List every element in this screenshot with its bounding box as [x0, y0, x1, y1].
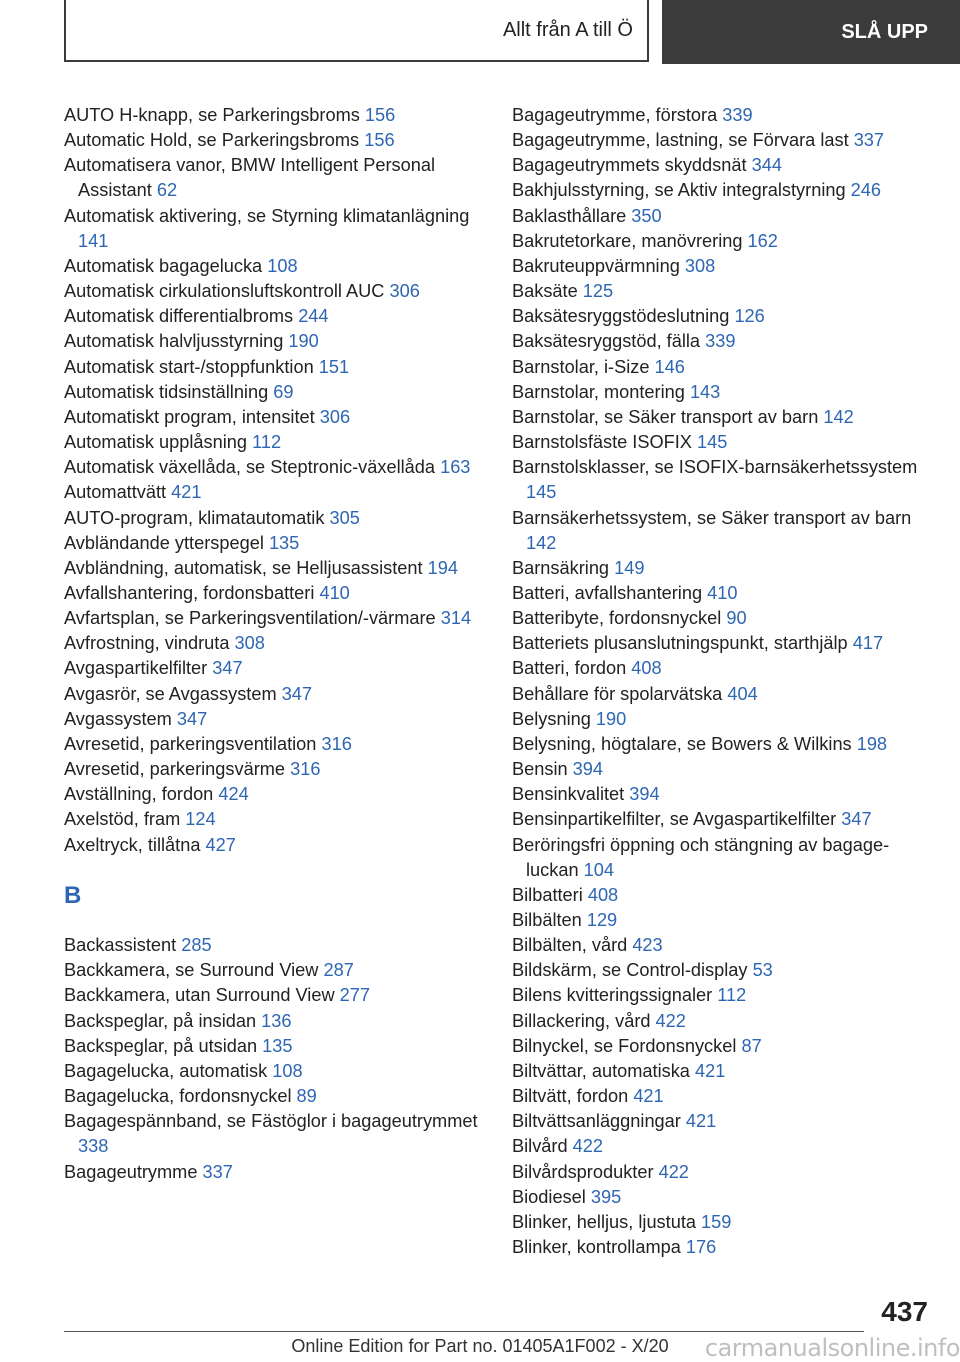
index-term: Bagageutrymmets skyddsnät	[512, 155, 752, 176]
page-reference-link[interactable]: 108	[267, 255, 298, 276]
index-entry	[512, 329, 926, 354]
page-reference-link[interactable]: 89	[296, 1086, 317, 1107]
index-term: Avbländning, automatisk, se Helljusassistent	[64, 557, 428, 578]
page-reference-link[interactable]: 316	[290, 759, 321, 780]
index-entry	[512, 883, 926, 908]
index-term: Automatic Hold, se Parkeringsbroms	[64, 130, 365, 151]
index-term: Bensin	[512, 759, 573, 780]
index-entry	[64, 531, 488, 556]
index-entry	[64, 933, 488, 958]
index-term: Billackering, vård	[512, 1010, 656, 1031]
index-list-a	[64, 103, 484, 858]
page-reference-link[interactable]: 176	[685, 1237, 717, 1258]
index-entry	[512, 933, 926, 958]
index-entry	[512, 958, 926, 983]
index-term: Automatiskt program, intensitet	[64, 406, 320, 427]
index-term: Batteri, fordon	[512, 658, 632, 679]
index-term: Barnsäkerhetssystem, se Säker transport av barn	[512, 507, 912, 528]
index-term: Automatisk tidsinställning	[64, 381, 274, 402]
page-reference-link[interactable]: 129	[586, 910, 618, 930]
index-term: Bagageutrymme	[64, 1161, 203, 1182]
index-term: Automatisk upplåsning	[64, 432, 253, 453]
index-entry	[512, 1134, 926, 1159]
index-entry	[64, 405, 488, 430]
index-entry	[512, 1034, 926, 1059]
index-entry	[512, 833, 926, 883]
page-reference-link[interactable]: 423	[632, 935, 663, 956]
index-term: Axeltryck, tillåtna	[64, 834, 206, 855]
page-reference-link[interactable]: 136	[261, 1010, 292, 1031]
index-term: Avgasrör, se Avgassystem	[64, 683, 282, 704]
index-entry	[64, 833, 488, 858]
index-entry	[512, 455, 926, 505]
page-reference-link[interactable]: 194	[427, 557, 458, 578]
page-reference-link[interactable]: 149	[614, 557, 645, 578]
page-reference-link[interactable]: 422	[572, 1136, 604, 1157]
page-reference-link[interactable]: 145	[526, 482, 557, 503]
page-reference-link[interactable]: 408	[587, 884, 619, 905]
index-entry	[64, 430, 488, 455]
index-term: Bilnyckel, se Fordonsnyckel	[512, 1035, 742, 1056]
index-entry	[512, 1009, 926, 1034]
index-term: Bilens kvitteringssignaler	[512, 985, 718, 1006]
page-reference-link[interactable]: 350	[631, 205, 662, 226]
page-reference-link[interactable]: 306	[389, 281, 420, 302]
index-term: Baksätesryggstöd, fälla	[512, 331, 706, 352]
index-entry	[512, 707, 926, 732]
index-entry	[512, 732, 926, 757]
index-term: Barnstolar, i-Size	[512, 356, 655, 377]
index-entry	[512, 304, 926, 329]
page-reference-link[interactable]: 347	[281, 683, 313, 704]
index-entry	[64, 128, 488, 153]
az-nav-label: Allt från A till Ö	[502, 18, 633, 41]
index-term: Avgaspartikelfilter	[64, 658, 213, 679]
page-reference-link[interactable]: 159	[701, 1211, 732, 1232]
index-term: Biodiesel	[512, 1186, 591, 1207]
index-entry	[64, 103, 488, 128]
index-entry	[512, 556, 926, 581]
page-reference-link[interactable]: 163	[440, 457, 471, 478]
index-entry	[64, 631, 488, 656]
index-entry	[64, 279, 488, 304]
index-entry	[64, 1059, 488, 1084]
index-term: Blinker, helljus, ljustuta	[512, 1211, 702, 1232]
index-entry	[64, 807, 488, 832]
index-entry	[64, 204, 488, 254]
index-entry	[64, 682, 488, 707]
edition-footer: Online Edition for Part no. 01405A1F002 - X/20	[291, 1336, 669, 1356]
page-reference-link[interactable]: 404	[727, 683, 758, 704]
page-reference-link[interactable]: 410	[707, 582, 738, 603]
page-reference-link[interactable]: 87	[741, 1035, 762, 1056]
index-term: Automatisk differentialbroms	[64, 306, 299, 327]
index-term: Batteriets plusanslutningspunkt, starthjälp	[512, 633, 853, 654]
index-entry	[64, 455, 488, 480]
index-term: Avfartsplan, se Parkeringsventilation/-värmare	[64, 608, 441, 629]
page-reference-link[interactable]: 162	[747, 230, 778, 251]
index-entry	[512, 430, 926, 455]
index-entry	[64, 1109, 488, 1159]
index-column-right	[512, 103, 917, 1260]
page-reference-link[interactable]: 316	[321, 733, 352, 754]
index-entry	[64, 581, 488, 606]
index-term: Bildskärm, se Control-display	[512, 960, 753, 981]
az-nav-tab[interactable]	[64, 0, 649, 62]
page-reference-link[interactable]: 126	[734, 306, 765, 327]
index-term: Avställning, fordon	[64, 784, 219, 805]
page-reference-link[interactable]: 308	[684, 255, 716, 276]
footer-divider	[64, 1331, 864, 1332]
index-term: Beröringsfri öppning och stängning av bagageluckan	[512, 834, 890, 880]
page-reference-link[interactable]: 69	[273, 381, 294, 402]
index-term: Backkamera, se Surround View	[64, 960, 324, 981]
page-reference-link[interactable]: 112	[252, 432, 282, 453]
index-entry	[512, 1185, 926, 1210]
page-reference-link[interactable]: 285	[181, 935, 212, 956]
watermark: carmanualsonline.info	[704, 1334, 960, 1362]
index-entry	[64, 254, 488, 279]
page-reference-link[interactable]: 151	[318, 356, 350, 377]
index-entry	[512, 153, 926, 178]
page-reference-link[interactable]: 394	[629, 784, 660, 805]
index-entry	[512, 908, 926, 933]
index-entry	[64, 606, 488, 631]
page-reference-link[interactable]: 108	[272, 1060, 303, 1081]
page-reference-link[interactable]: 135	[262, 1035, 293, 1056]
page-reference-link[interactable]: 421	[633, 1086, 664, 1107]
index-term: Avgassystem	[64, 708, 177, 729]
index-entry	[64, 1084, 488, 1109]
page-reference-link[interactable]: 421	[685, 1111, 717, 1132]
page-reference-link[interactable]: 422	[658, 1161, 689, 1182]
index-entry	[512, 380, 926, 405]
page-reference-link[interactable]: 422	[655, 1010, 686, 1031]
index-entry	[512, 1160, 926, 1185]
index-entry	[64, 983, 488, 1008]
index-entry	[512, 405, 926, 430]
index-term: Bagagelucka, automatisk	[64, 1060, 273, 1081]
index-term: Batteri, avfallshantering	[512, 582, 708, 603]
index-term: Baksäte	[512, 281, 583, 302]
index-term: Bilvårdsprodukter	[512, 1161, 659, 1182]
page-reference-link[interactable]: 394	[572, 759, 604, 780]
page-reference-link[interactable]: 339	[722, 105, 753, 125]
index-entry	[512, 606, 926, 631]
page-reference-link[interactable]: 347	[212, 658, 243, 679]
index-entry	[64, 506, 488, 531]
index-entry	[64, 656, 488, 681]
page-reference-link[interactable]: 421	[171, 482, 202, 503]
index-term: Baklasthållare	[512, 205, 632, 226]
index-term: Backkamera, utan Surround View	[64, 985, 340, 1006]
index-term: Barnstolar, montering	[512, 381, 690, 402]
index-entry	[512, 757, 926, 782]
page-reference-link[interactable]: 62	[156, 180, 178, 201]
index-term: Avresetid, parkeringsventilation	[64, 733, 322, 754]
page-reference-link[interactable]: 417	[852, 633, 884, 654]
index-entry	[512, 103, 926, 128]
index-entry	[512, 1235, 926, 1260]
index-entry	[64, 732, 488, 757]
index-entry	[512, 983, 926, 1008]
index-term: Behållare för spolarvätska	[512, 683, 728, 704]
index-term: Bilbälten, vård	[512, 935, 633, 956]
index-term: AUTO H-knapp, se Parkeringsbroms	[64, 105, 365, 125]
index-term: Automattvätt	[64, 482, 172, 503]
page-reference-link[interactable]: 277	[339, 985, 371, 1006]
index-term: Bilbatteri	[512, 884, 588, 905]
index-column-left	[64, 103, 484, 1185]
index-entry	[512, 506, 926, 556]
page-reference-link[interactable]: 246	[850, 180, 882, 201]
page-reference-link[interactable]: 314	[440, 608, 472, 629]
index-entry	[512, 807, 926, 832]
index-term: Backassistent	[64, 935, 182, 956]
index-entry	[512, 128, 926, 153]
page-reference-link[interactable]: 190	[288, 331, 319, 352]
index-term: Belysning, högtalare, se Bowers & Wilkins	[512, 733, 857, 754]
index-term: Backspeglar, på utsidan	[64, 1035, 263, 1056]
index-entry	[512, 1210, 926, 1235]
index-term: Automatisk bagagelucka	[64, 255, 268, 276]
index-term: Barnstolar, se Säker transport av barn	[512, 406, 824, 427]
index-term: Barnstolsklasser, se ISOFIX-barnsäkerhetssystem	[512, 457, 918, 478]
index-list-b-continued	[512, 103, 917, 1260]
index-entry	[64, 958, 488, 983]
index-term: Bakhjulsstyrning, se Aktiv integralstyrning	[512, 180, 851, 201]
index-term: Bagagelucka, fordonsnyckel	[64, 1086, 297, 1107]
page-reference-link[interactable]: 198	[856, 733, 888, 754]
index-entry	[64, 1034, 488, 1059]
index-entry	[512, 229, 926, 254]
page-reference-link[interactable]: 141	[78, 230, 109, 251]
index-entry	[64, 355, 488, 380]
index-entry	[64, 480, 488, 505]
index-term: Barnstolsfäste ISOFIX	[512, 432, 697, 453]
index-term: Biltvätt, fordon	[512, 1086, 634, 1107]
index-term: Avresetid, parkeringsvärme	[64, 759, 291, 780]
index-entry	[64, 707, 488, 732]
page-reference-link[interactable]: 337	[202, 1161, 233, 1182]
page-reference-link[interactable]: 135	[268, 532, 300, 553]
index-term: Avbländande ytterspegel	[64, 532, 269, 553]
index-entry	[512, 279, 926, 304]
index-entry	[512, 682, 926, 707]
page-reference-link[interactable]: 287	[323, 960, 354, 981]
index-term: Bensinkvalitet	[512, 784, 630, 805]
index-term: AUTO-program, klimatautomatik	[64, 507, 330, 528]
page-reference-link[interactable]: 125	[582, 281, 614, 302]
page-reference-link[interactable]: 338	[78, 1136, 109, 1157]
index-term: Bensinpartikelfilter, se Avgaspartikelfilter	[512, 809, 842, 830]
page-reference-link[interactable]: 112	[717, 985, 747, 1006]
page-reference-link[interactable]: 339	[705, 331, 736, 352]
index-entry	[64, 153, 488, 203]
page-reference-link[interactable]: 347	[176, 708, 208, 729]
index-term: Axelstöd, fram	[64, 809, 186, 830]
page-reference-link[interactable]: 305	[329, 507, 360, 528]
page-reference-link[interactable]: 190	[595, 708, 627, 729]
index-entry	[512, 254, 926, 279]
index-entry	[512, 782, 926, 807]
index-entry	[512, 1059, 926, 1084]
index-entry	[64, 556, 488, 581]
index-lookup-label: SLÅ UPP	[841, 20, 928, 43]
page-reference-link[interactable]: 421	[694, 1060, 726, 1081]
page-reference-link[interactable]: 145	[696, 432, 728, 453]
page-reference-link[interactable]: 337	[853, 130, 885, 151]
page-reference-link[interactable]: 53	[752, 960, 773, 981]
index-term: Bilbälten	[512, 910, 587, 930]
page-number: 437	[881, 1296, 928, 1327]
index-term: Automatisk växellåda, se Steptronic-växellåda	[64, 457, 441, 478]
page-reference-link[interactable]: 427	[205, 834, 236, 855]
page-reference-link[interactable]: 142	[526, 532, 557, 553]
index-term: Belysning	[512, 708, 596, 729]
page-reference-link[interactable]: 408	[631, 658, 662, 679]
page-reference-link[interactable]: 244	[298, 306, 329, 327]
index-entry	[512, 204, 926, 229]
section-heading-b: B	[64, 881, 82, 909]
index-term: Baksätesryggstödeslutning	[512, 306, 735, 327]
index-lookup-button[interactable]	[662, 0, 960, 64]
index-term: Avfrostning, vindruta	[64, 633, 235, 654]
index-entry	[512, 178, 926, 203]
index-term: Bilvård	[512, 1136, 573, 1157]
index-entry	[64, 329, 488, 354]
index-entry	[64, 1160, 488, 1185]
page-reference-link[interactable]: 104	[583, 859, 614, 880]
index-term: Bagagespännband, se Fästöglor i bagageutrymmet	[64, 1111, 478, 1132]
page-reference-link[interactable]: 90	[726, 608, 747, 629]
index-list-b	[64, 933, 484, 1185]
page-reference-link[interactable]: 143	[689, 381, 721, 402]
index-term: Bakrutetorkare, manövrering	[512, 230, 748, 251]
index-term: Avfallshantering, fordonsbatteri	[64, 582, 320, 603]
index-entry	[64, 782, 488, 807]
index-term: Biltvättsanläggningar	[512, 1111, 686, 1132]
index-term: Batteribyte, fordonsnyckel	[512, 608, 727, 629]
index-term: Blinker, kontrollampa	[512, 1237, 686, 1258]
index-term: Barnsäkring	[512, 557, 615, 578]
index-entry	[512, 631, 926, 656]
index-entry	[64, 380, 488, 405]
index-term: Bagageutrymme, förstora	[512, 105, 723, 125]
page-reference-link[interactable]: 124	[185, 809, 216, 830]
page-reference-link[interactable]: 306	[319, 406, 351, 427]
index-entry	[512, 656, 926, 681]
index-term: Bagageutrymme, lastning, se Förvara last	[512, 130, 854, 151]
page-reference-link[interactable]: 308	[234, 633, 265, 654]
index-entry	[512, 1109, 926, 1134]
index-term: Automatisera vanor, BMW Intelligent Personal Assistant	[64, 155, 435, 201]
index-term: Automatisk halvljusstyrning	[64, 331, 289, 352]
index-term: Automatisk cirkulationsluftskontroll AUC	[64, 281, 390, 302]
page-reference-link[interactable]: 142	[823, 406, 854, 427]
page-reference-link[interactable]: 344	[751, 155, 782, 176]
page-reference-link[interactable]: 146	[654, 356, 685, 377]
page-reference-link[interactable]: 395	[590, 1186, 622, 1207]
page-reference-link[interactable]: 156	[364, 105, 396, 125]
page-reference-link[interactable]: 424	[218, 784, 249, 805]
page-reference-link[interactable]: 410	[319, 582, 350, 603]
index-term: Automatisk aktivering, se Styrning klimatanlägning	[64, 205, 470, 226]
index-term: Backspeglar, på insidan	[64, 1010, 262, 1031]
index-term: Bakruteuppvärmning	[512, 255, 685, 276]
index-entry	[512, 1084, 926, 1109]
top-navigation	[0, 0, 960, 66]
index-term: Automatisk start-/stoppfunktion	[64, 356, 319, 377]
index-entry	[64, 304, 488, 329]
index-entry	[64, 1009, 488, 1034]
index-entry	[512, 581, 926, 606]
index-term: Biltvättar, automatiska	[512, 1060, 695, 1081]
index-entry	[64, 757, 488, 782]
index-entry	[512, 355, 926, 380]
page-reference-link[interactable]: 156	[364, 130, 395, 151]
page-reference-link[interactable]: 347	[841, 809, 872, 830]
